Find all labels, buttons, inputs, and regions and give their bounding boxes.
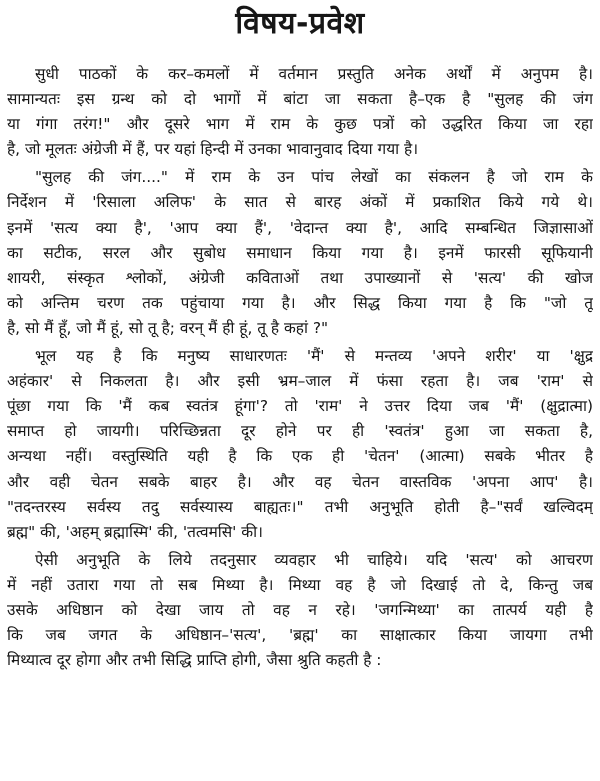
text-line: कि जब जगत के अधिष्ठान–'सत्य', 'ब्रह्म' का साक्षात्कार किया जायगा तभी [7, 626, 593, 645]
page-title: विषय-प्रवेश [235, 6, 365, 41]
text-line: या गंगा तरंग!" और दूसरे भाग में राम के कुछ पत्रों को उद्धरित किया जा रहा [7, 115, 593, 134]
text-line: भूल यह है कि मनुष्य साधारणतः 'मैं' से मन्तव्य 'अपने शरीर' या 'क्षुद्र [35, 347, 593, 366]
text-line: निर्देशन में 'रिसाला अलिफ' के सात से बारह अंकों में प्रकाशित किये गये थे। [7, 193, 593, 212]
text-line: ऐसी अनुभूति के लिये तदनुसार व्यवहार भी चाहिये। यदि 'सत्य' को आचरण [35, 550, 593, 569]
text-line: इनमें 'सत्य क्या है', 'आप क्या हैं', 'वेदान्त क्या है', आदि सम्बन्धित जिज्ञासाओं [7, 218, 593, 237]
text-line: अहंकार' से निकलता है। और इसी भ्रम–जाल में फंसा रहता है। जब 'राम' से [7, 372, 593, 391]
text-line: उसके अधिष्ठान को देखा जाय तो वह न रहे। 'जगन्मिथ्या' का तात्पर्य यही है [7, 600, 593, 619]
text-line: है, जो मूलतः अंग्रेजी में हैं, पर यहां हिन्दी में उनका भावानुवाद दिया गया है। [7, 140, 419, 159]
paragraph-2 [7, 165, 593, 341]
text-line: को अन्तिम चरण तक पहुंचाया गया है। और सिद्ध किया गया है कि "जो तू [7, 293, 593, 312]
text-line: सुधी पाठकों के कर–कमलों में वर्तमान प्रस्तुति अनेक अर्थों में अनुपम है। [35, 65, 593, 83]
text-line: शायरी, संस्कृत श्लोकों, अंग्रेजी कविताओं तथा उपाख्यानों से 'सत्य' की खोज [7, 268, 593, 287]
paragraph-3 [7, 344, 593, 545]
text-line: का सटीक, सरल और सुबोध समाधान किया गया है। इनमें फारसी सूफियानी [7, 243, 593, 262]
text-line: "तदन्तरस्य सर्वस्य तदु सर्वस्यास्य बाह्यतः।" तभी अनुभूति होती है–"सर्वं खल्विदम् [7, 497, 593, 516]
paragraph-4 [7, 548, 593, 673]
text-line: मिथ्यात्व दूर होगा और तभी सिद्धि प्राप्ति होगी, जैसा श्रुति कहती है : [7, 651, 382, 670]
text-line: और वही चेतन सबके बाहर है। और वह चेतन वास्तविक 'अपना आप' है। [7, 472, 593, 491]
text-line: "सुलह की जंग...." में राम के उन पांच लेखों का संकलन है जो राम के [35, 168, 593, 187]
text-line: अन्यथा नहीं। वस्तुस्थिति यही है कि एक ही 'चेतन' (आत्मा) सबके भीतर है [7, 447, 593, 466]
text-line: पूंछा गया कि 'मैं कब स्वतंत्र हूंगा'? तो 'राम' ने उत्तर दिया जब 'मैं' (क्षुद्रात्मा) [7, 397, 593, 416]
text-line: है, सो मैं हूँ, जो मैं हूं, सो तू है; वरन् मैं ही हूं, तू है कहां ?" [7, 318, 329, 337]
paragraph-1 [7, 62, 593, 162]
text-line: समाप्त हो जायगी। परिच्छिन्नता दूर होने पर ही 'स्वतंत्र' हुआ जा सकता है, [7, 422, 593, 441]
text-line: ब्रह्म" की, 'अहम् ब्रह्मास्मि' की, 'तत्वमसि' की। [7, 522, 263, 541]
text-line: में नहीं उतारा गया तो सब मिथ्या है। मिथ्या वह है जो दिखाई तो दे, किन्तु जब [7, 575, 593, 594]
text-line: सामान्यतः इस ग्रन्थ को दो भागों में बांटा जा सकता है–एक है "सुलह की जंग [7, 90, 593, 109]
